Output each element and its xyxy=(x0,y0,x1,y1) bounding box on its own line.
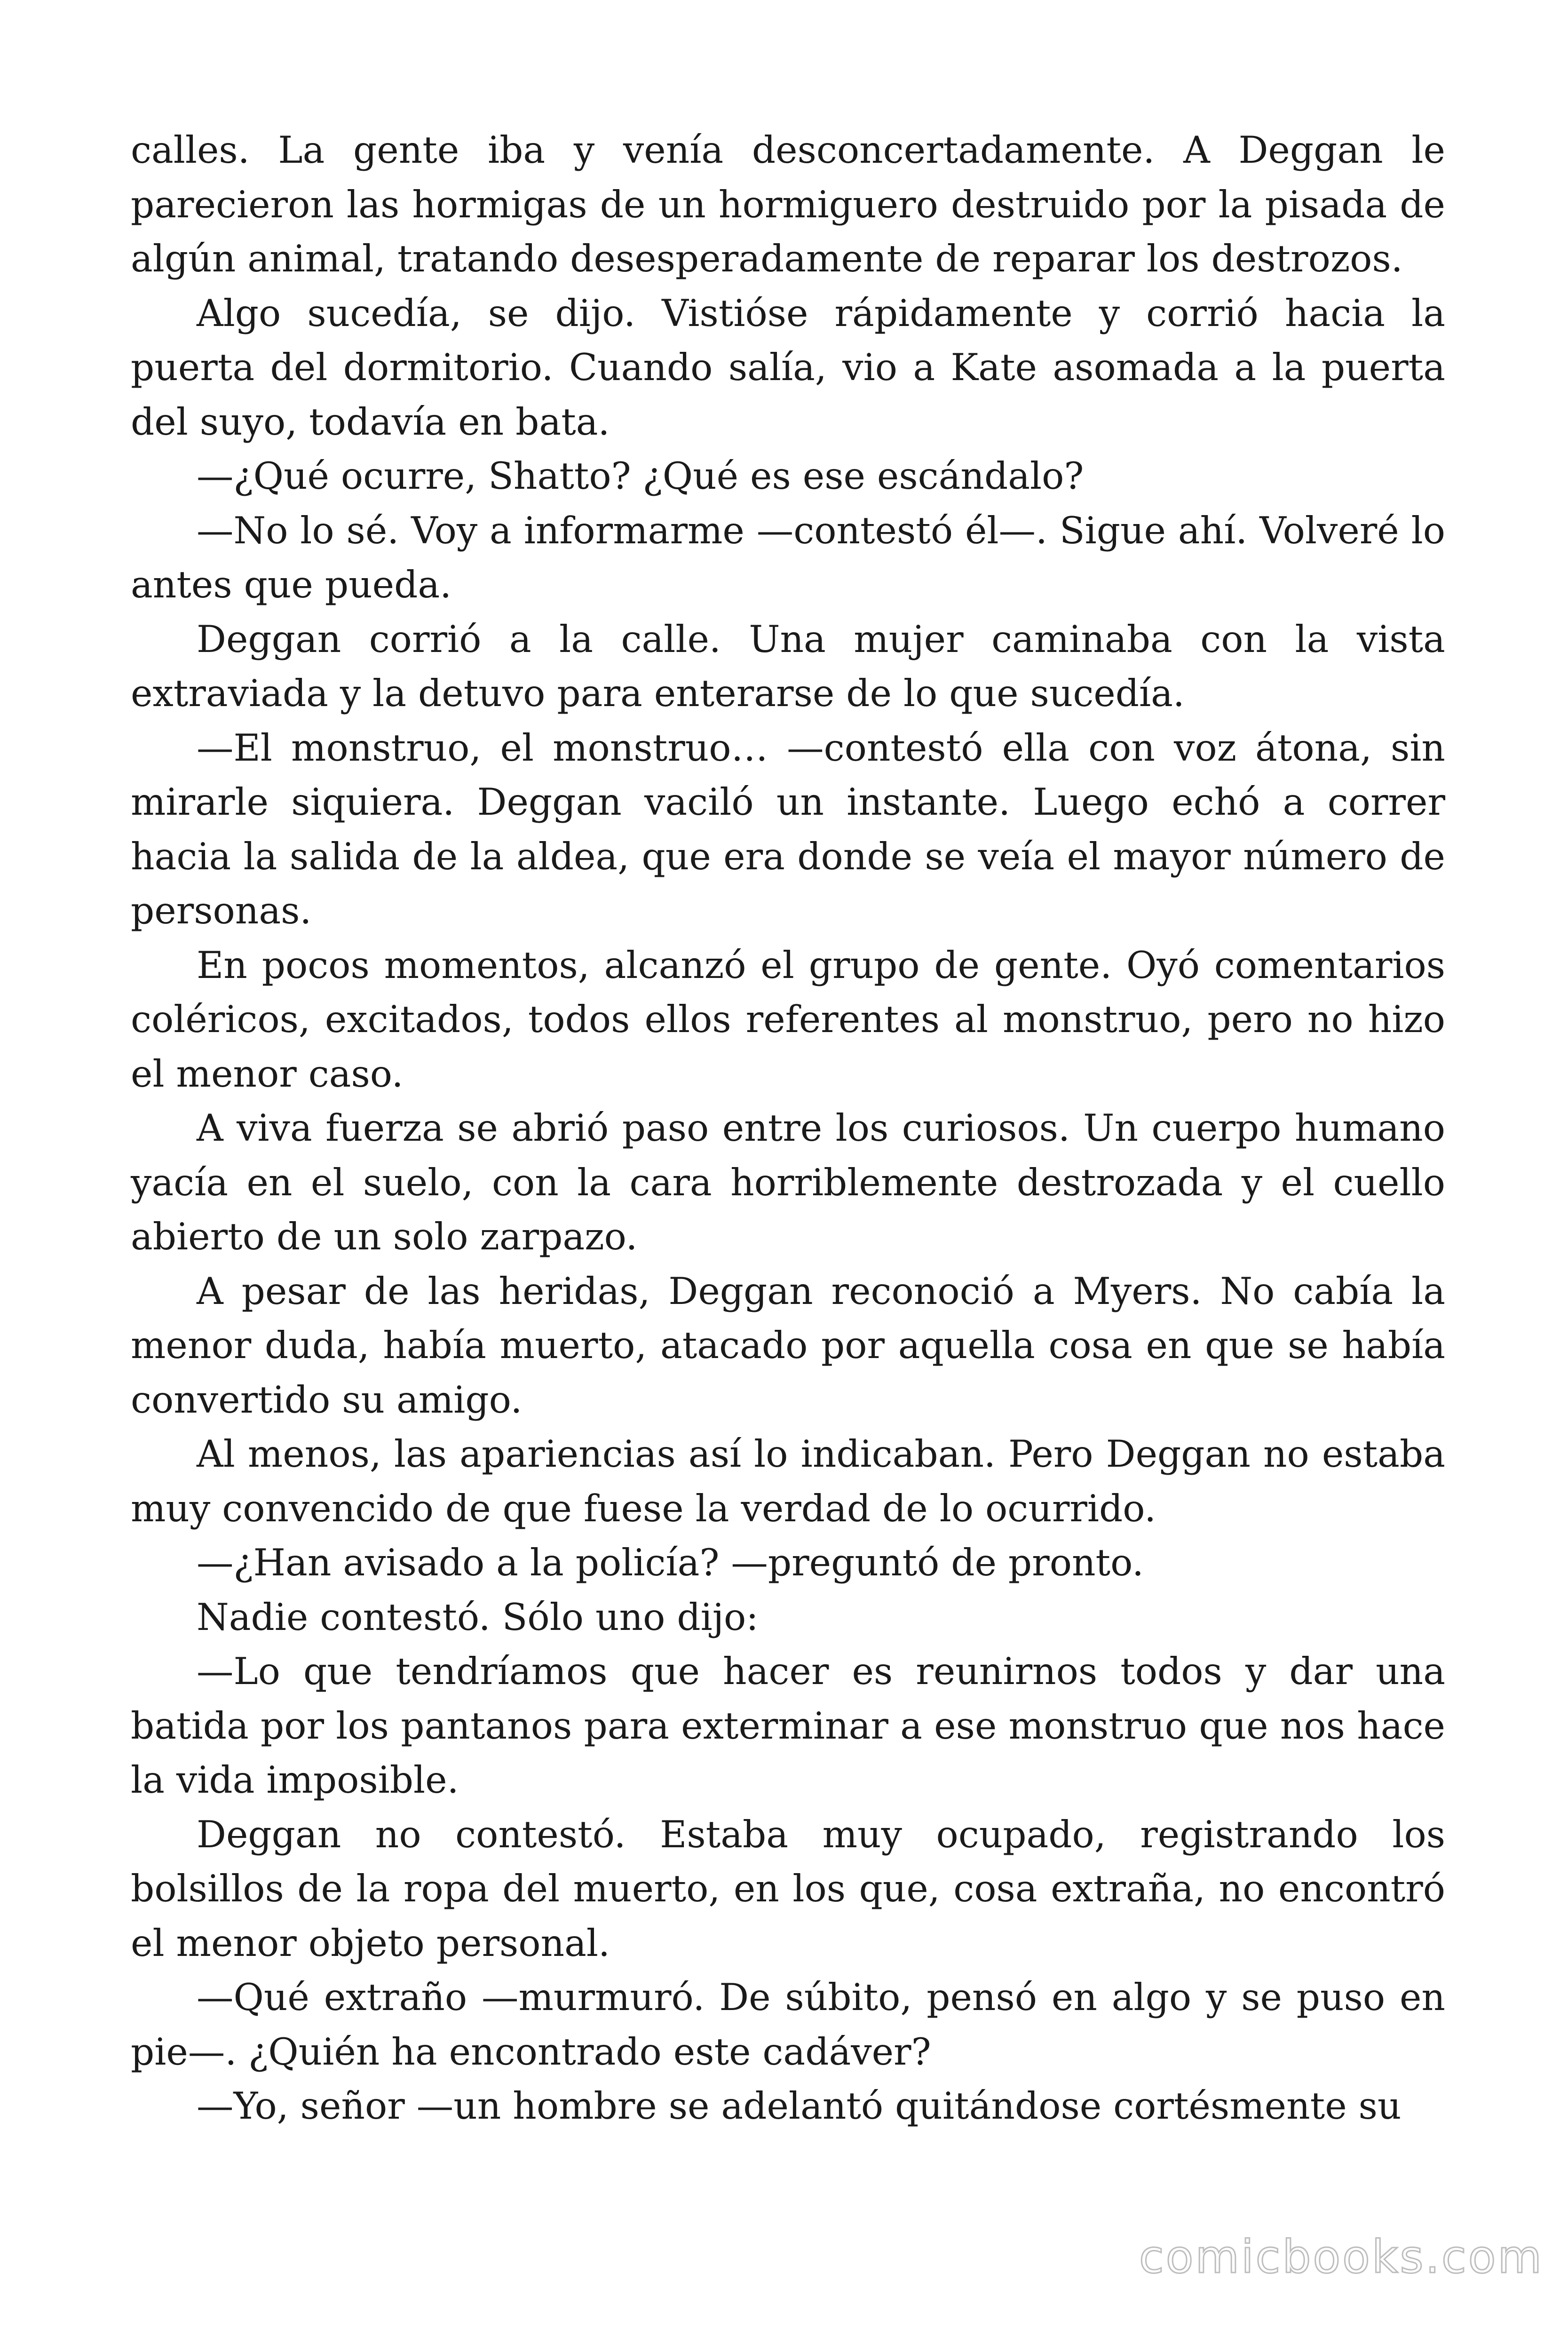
paragraph: Nadie contestó. Sólo uno dijo: xyxy=(197,1595,759,1639)
paragraph: —Qué extraño —murmuró. De súbito, pensó en algo y se puso en pie—. ¿Quién ha encontrado este cadáver? xyxy=(131,1976,1445,2074)
paragraph: A viva fuerza se abrió paso entre los curiosos. Un cuerpo humano yacía en el suelo, con la cara horriblemente destrozada y el cuello abierto de un solo zarpazo. xyxy=(131,1106,1445,1258)
paragraph: —¿Han avisado a la policía? —preguntó de pronto. xyxy=(197,1541,1144,1584)
paragraph: —¿Qué ocurre, Shatto? ¿Qué es ese escándalo? xyxy=(197,454,1084,498)
page-body xyxy=(131,123,1445,2134)
paragraph: —El monstruo, el monstruo… —contestó ella con voz átona, sin mirarle siquiera. Deggan vaciló un instante. Luego echó a correr hacia la salida de la aldea, que era donde se veía el mayor número de personas. xyxy=(131,726,1445,932)
watermark: comicbooks.com xyxy=(1139,2231,1544,2283)
paragraph: Algo sucedía, se dijo. Vistióse rápidamente y corrió hacia la puerta del dormitorio. Cuando salía, vio a Kate asomada a la puerta del suyo, todavía en bata. xyxy=(131,291,1445,444)
paragraph: calles. La gente iba y venía desconcertadamente. A Deggan le parecieron las hormigas de un hormiguero destruido por la pisada de algún animal, tratando desesperadamente de reparar los destrozos. xyxy=(131,128,1445,280)
paragraph: —Yo, señor —un hombre se adelantó quitándose cortésmente su xyxy=(197,2084,1402,2128)
paragraph: A pesar de las heridas, Deggan reconoció a Myers. No cabía la menor duda, había muerto, atacado por aquella cosa en que se había convertido su amigo. xyxy=(131,1269,1445,1422)
paragraph: Deggan corrió a la calle. Una mujer caminaba con la vista extraviada y la detuvo para enterarse de lo que sucedía. xyxy=(131,617,1445,715)
paragraph: Deggan no contestó. Estaba muy ocupado, registrando los bolsillos de la ropa del muerto, en los que, cosa extraña, no encontró el menor objeto personal. xyxy=(131,1812,1445,1965)
paragraph: —No lo sé. Voy a informarme —contestó él—. Sigue ahí. Volveré lo antes que pueda. xyxy=(131,509,1445,606)
paragraph: —Lo que tendríamos que hacer es reunirnos todos y dar una batida por los pantanos para exterminar a ese monstruo que nos hace la vida imposible. xyxy=(131,1650,1445,1802)
paragraph: En pocos momentos, alcanzó el grupo de gente. Oyó comentarios coléricos, excitados, todos ellos referentes al monstruo, pero no hizo el menor caso. xyxy=(131,943,1445,1096)
paragraph: Al menos, las apariencias así lo indicaban. Pero Deggan no estaba muy convencido de que fuese la verdad de lo ocurrido. xyxy=(131,1432,1445,1530)
